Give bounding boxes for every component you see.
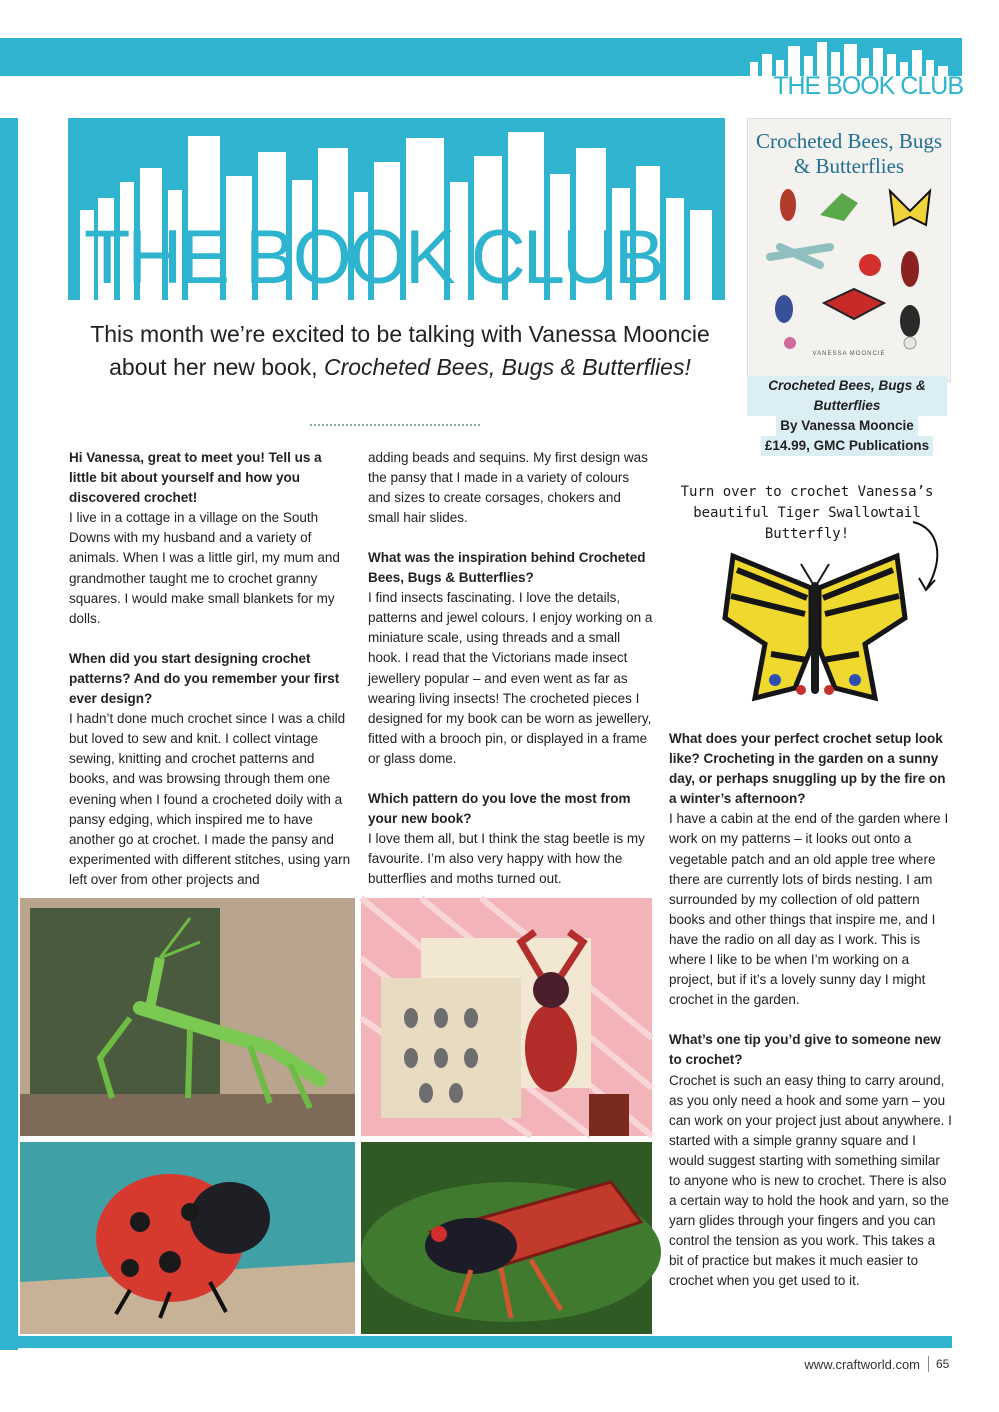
cover-author: VANESSA MOONCIE bbox=[812, 351, 886, 357]
qa-item bbox=[669, 1030, 953, 1291]
pattern-note: Turn over to crochet Vanessa’s beautiful Tiger Swallowtail Butterfly! bbox=[680, 484, 934, 542]
intro-text bbox=[80, 318, 720, 384]
book-cover bbox=[747, 118, 951, 382]
footer-url[interactable]: www.craftworld.com bbox=[804, 1357, 920, 1372]
page-title: THE BOOK CLUB bbox=[84, 215, 662, 300]
question: When did you start designing crochet patterns? And do you remember your first ever design? bbox=[69, 650, 340, 707]
question: What’s one tip you’d give to someone new to crochet? bbox=[669, 1032, 941, 1068]
ladybird-photo bbox=[20, 1142, 355, 1334]
cover-title: Crocheted Bees, Bugs & Butterflies bbox=[755, 129, 943, 178]
stag-beetle-photo bbox=[361, 898, 652, 1136]
answer-continued: adding beads and sequins. My first design was the pansy that I made in a variety of colours and sizes to create corsages, chokers and small hair slides. bbox=[368, 450, 648, 526]
cover-insects-illustration bbox=[760, 185, 940, 349]
qa-item bbox=[368, 789, 654, 889]
caption-author: By Vanessa Mooncie bbox=[776, 416, 918, 436]
answer: Crochet is such an easy thing to carry around, as you only need a hook and some yarn – you can work on your project just about anywhere. I started with a simple granny square and I would suggest starting with something similar to anyone who is new to crochet. There is also a certain way to hold the hook and yarn, so the yarn glides through your fingers and you can control the tension as you work. This takes a bit of practice but makes it much easier to crochet when you get used to it. bbox=[669, 1072, 952, 1289]
intro-plain: This month we’re excited to be talking with Vanessa Mooncie about her new book, bbox=[90, 321, 710, 380]
footer-divider bbox=[928, 1356, 929, 1372]
intro-divider bbox=[310, 424, 480, 426]
page-number: 65 bbox=[936, 1357, 950, 1371]
caption-price: £14.99, GMC Publications bbox=[761, 436, 933, 456]
qa-item bbox=[69, 649, 353, 887]
intro-book-title: Crocheted Bees, Bugs & Butterflies! bbox=[323, 354, 691, 380]
caption-title bbox=[747, 376, 947, 416]
qa-item bbox=[69, 448, 353, 629]
bottom-band bbox=[18, 1336, 952, 1348]
caption-title-text: Crocheted Bees, Bugs & Butterflies bbox=[768, 378, 926, 413]
column-1 bbox=[69, 448, 353, 887]
column-2-questions bbox=[368, 548, 654, 910]
corner-title: THE BOOK CLUB bbox=[773, 72, 963, 100]
answer: I live in a cottage in a village on the South Downs with my husband and a variety of animals. When I was a little girl, my mum and grandmother taught me to crochet granny squares. I would make small blankets for my dolls. bbox=[69, 510, 340, 626]
corner-skyline-logo bbox=[744, 40, 964, 76]
question: What does your perfect crochet setup look like? Crocheting in the garden on a sunny day, or perhaps snuggling up by the fire on a winter’s afternoon? bbox=[669, 731, 946, 807]
column-2 bbox=[368, 448, 654, 528]
answer: I hadn’t done much crochet since I was a child but loved to sew and knit. I collect vintage sewing, knitting and crochet patterns and books, and was browsing through them one evening when I found a crocheted doily with a pansy edging, which inspired me to have another go at crochet. I made the pansy and experimented with different stitches, using yarn left over from other projects and bbox=[69, 711, 351, 887]
qa-item bbox=[368, 448, 654, 528]
question: What was the inspiration behind Crocheted Bees, Bugs & Butterflies? bbox=[368, 550, 646, 586]
butterfly-photo bbox=[715, 548, 915, 724]
answer: I love them all, but I think the stag beetle is my favourite. I’m also very happy with how the butterflies and moths turned out. bbox=[368, 831, 645, 887]
book-caption bbox=[747, 376, 947, 456]
answer: I have a cabin at the end of the garden where I work on my patterns – it looks out onto a vegetable patch and an old apple tree where there are currently lots of birds nesting. I am surrounded by my collection of old pattern books and other things that inspire me, and I have the radio on all day as I work. This is where I like to be when I’m working on a project, but if it’s a lovely sunny day I might crochet in the garden. bbox=[669, 811, 949, 1008]
column-3 bbox=[669, 729, 953, 1312]
left-band bbox=[0, 118, 18, 1350]
question: Which pattern do you love the most from your new book? bbox=[368, 791, 631, 827]
qa-item bbox=[669, 729, 953, 1010]
answer: I find insects fascinating. I love the details, patterns and jewel colours. I enjoy working on a miniature scale, using threads and a small hook. I read that the Victorians made insect jewellery popular – and even went as far as wearing living insects! The crocheted pieces I designed for my book can be worn as jewellery, fitted with a brooch pin, or displayed in a frame or glass dome. bbox=[368, 590, 653, 766]
question: Hi Vanessa, great to meet you! Tell us a little bit about yourself and how you discovered crochet! bbox=[69, 450, 322, 506]
qa-item bbox=[368, 548, 654, 769]
praying-mantis-photo bbox=[20, 898, 355, 1136]
cicada-photo bbox=[361, 1142, 652, 1334]
